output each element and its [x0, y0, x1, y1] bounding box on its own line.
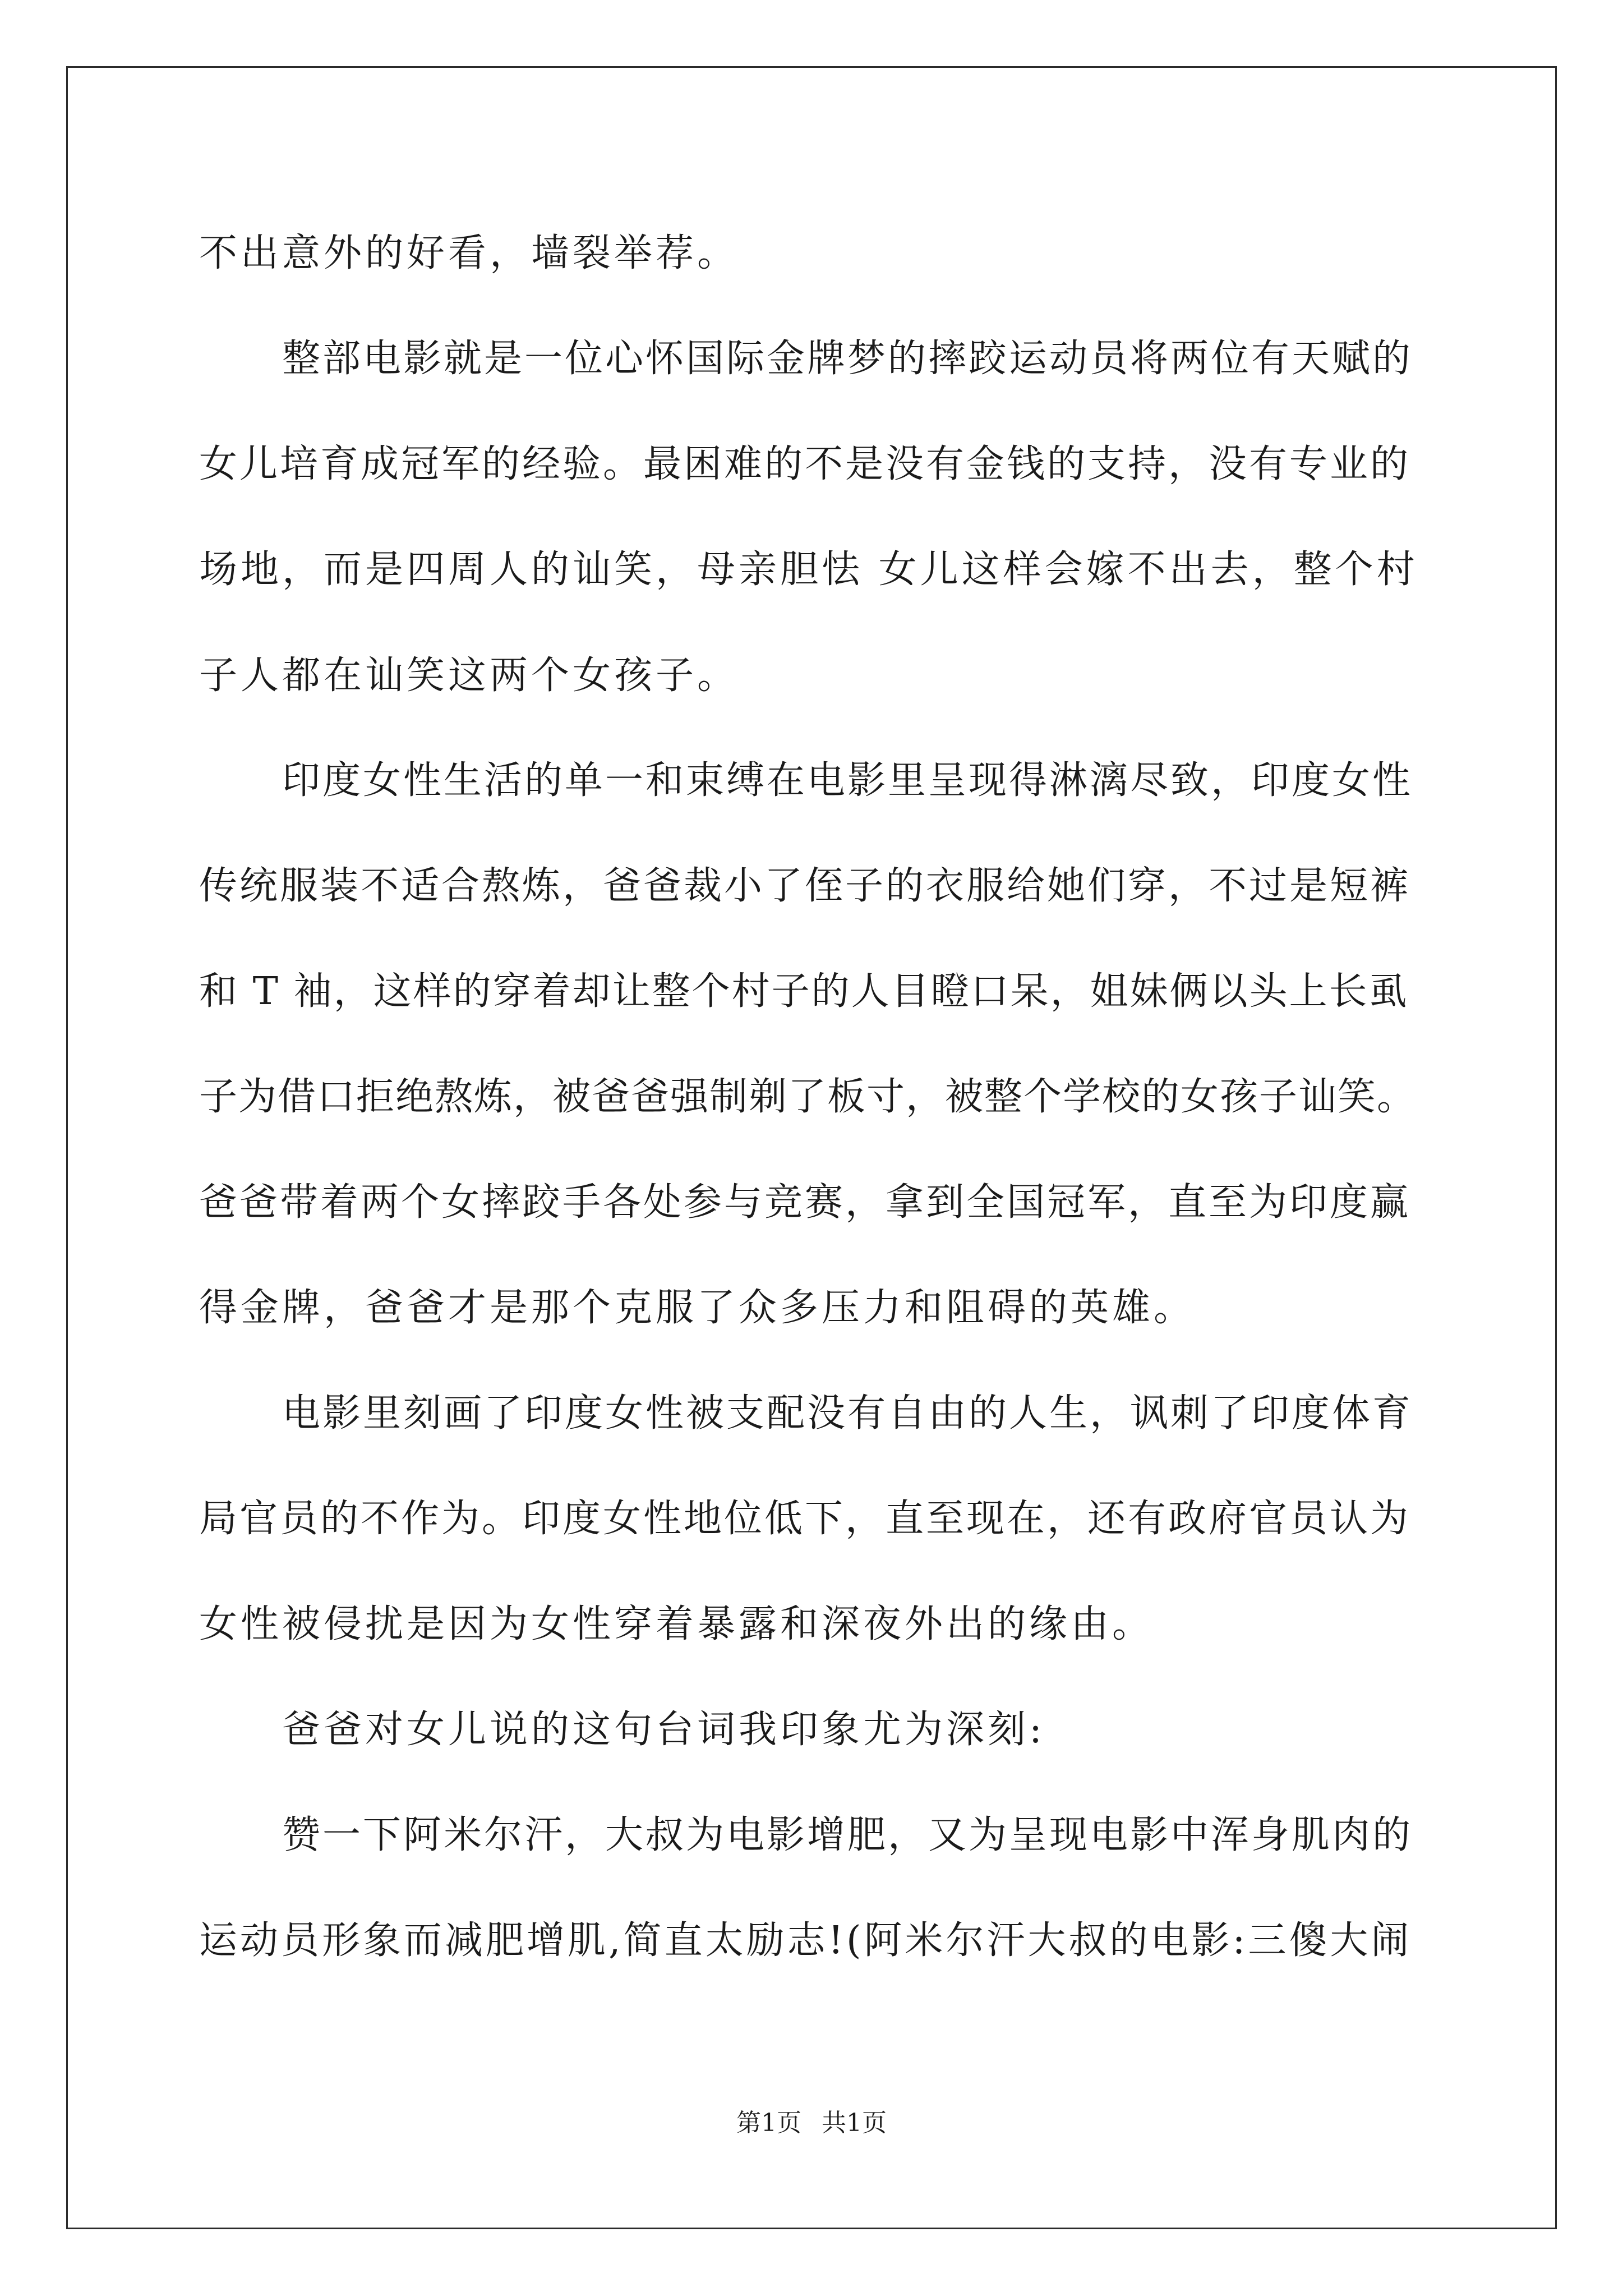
- page-number-total: 共1页: [822, 2109, 887, 2137]
- text-line: 爸爸带着两个女摔跤手各处参与竞赛，拿到全国冠军，直至为印度赢: [199, 1180, 1411, 1225]
- text-line: 和 T 袖，这样的穿着却让整个村子的人目瞪口呆，姐妹俩以头上长虱: [199, 969, 1409, 1014]
- paragraph-first-line: 电影里刻画了印度女性被支配没有自由的人生，讽刺了印度体育: [282, 1391, 1413, 1435]
- page-border: [66, 66, 1557, 2229]
- text-line: 场地，而是四周人的讪笑，母亲胆怯 女儿这样会嫁不出去，整个村: [199, 547, 1418, 592]
- text-line: 得金牌，爸爸才是那个克服了众多压力和阻碍的英雄。: [199, 1286, 1196, 1330]
- text-line: 子人都在讪笑这两个女孩子。: [199, 654, 739, 698]
- paragraph-first-line: 赞一下阿米尔汗，大叔为电影增肥，又为呈现电影中浑身肌肉的: [282, 1813, 1413, 1857]
- page-number-current: 第1页: [736, 2109, 801, 2137]
- text-line: 不出意外的好看，墙裂举荐。: [199, 231, 739, 275]
- paragraph-first-line: 爸爸对女儿说的这句台词我印象尤为深刻:: [282, 1708, 1045, 1752]
- text-line: 运动员形象而减肥增肌,简直太励志!(阿米尔汗大叔的电影:三傻大闹: [199, 1918, 1412, 1963]
- paragraph-first-line: 印度女性生活的单一和束缚在电影里呈现得淋漓尽致，印度女性: [282, 758, 1413, 803]
- text-line: 女儿培育成冠军的经验。最困难的不是没有金钱的支持，没有专业的: [199, 442, 1411, 486]
- text-line: 传统服装不适合熬炼，爸爸裁小了侄子的衣服给她们穿，不过是短裤: [199, 864, 1411, 908]
- paragraph-first-line: 整部电影就是一位心怀国际金牌梦的摔跤运动员将两位有天赋的: [282, 337, 1413, 381]
- text-line: 局官员的不作为。印度女性地位低下，直至现在，还有政府官员认为: [199, 1497, 1411, 1541]
- page-footer: [0, 2108, 1623, 2139]
- text-line: 女性被侵扰是因为女性穿着暴露和深夜外出的缘由。: [199, 1602, 1154, 1646]
- text-line: 子为借口拒绝熬炼，被爸爸强制剃了板寸，被整个学校的女孩子讪笑。: [199, 1075, 1417, 1119]
